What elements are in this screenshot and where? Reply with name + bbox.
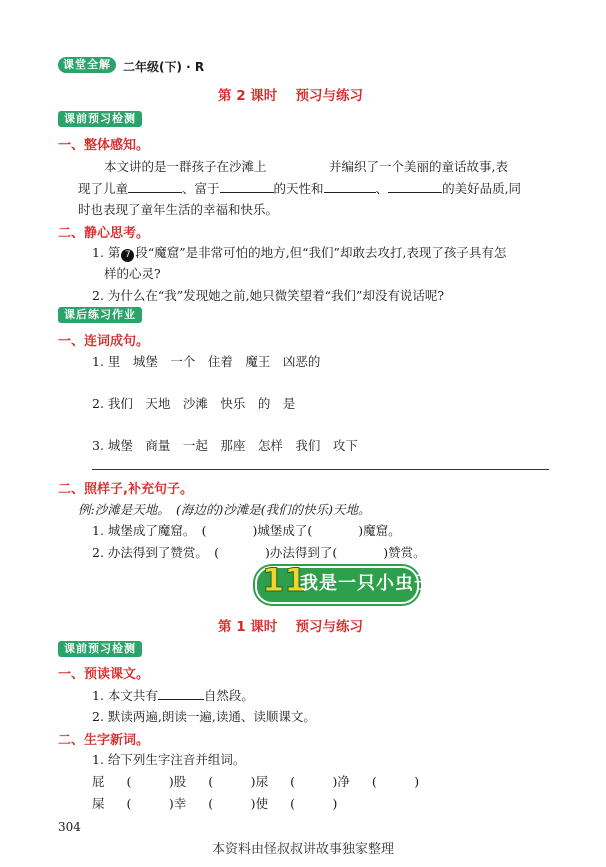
section-heading: 一、预读课文。	[58, 667, 150, 682]
pinyin-paren[interactable]: ( )	[208, 774, 256, 789]
lesson-title: 第 1 课时 预习与练习	[218, 619, 363, 635]
exercise-sentence: 2. 办法得到了赞赏。 ( )办法得到了( )赞赏。	[92, 545, 426, 560]
book-badge: 课堂全解	[58, 57, 116, 73]
character: 屁	[92, 774, 105, 789]
answer-blank[interactable]	[388, 180, 442, 193]
character: 尿	[255, 774, 269, 789]
answer-blank[interactable]	[324, 180, 376, 193]
answer-line[interactable]	[92, 469, 549, 470]
exercise-sentence: 1. 城堡成了魔窟。 ( )城堡成了( )魔窟。	[92, 523, 401, 538]
paragraph-line: 现了儿童 、富于 的天性和 、 的美好品质,同	[78, 181, 522, 196]
word-list: 3. 城堡 商量 一起 那座 怎样 我们 攻下	[92, 438, 358, 453]
section-heading: 二、生字新词。	[58, 733, 150, 748]
unit-number: 11	[262, 561, 307, 599]
answer-blank[interactable]	[158, 687, 204, 700]
page-number: 304	[58, 820, 81, 834]
word-list: 2. 我们 天地 沙滩 快乐 的 是	[92, 396, 296, 411]
pinyin-paren[interactable]: ( )	[290, 796, 338, 811]
after-class-badge: 课后练习作业	[58, 307, 142, 323]
lesson-title: 第 2 课时 预习与练习	[218, 88, 363, 104]
pre-class-badge: 课前预习检测	[58, 111, 142, 127]
character: 净	[337, 774, 350, 789]
question-2: 2. 为什么在“我”发现她之前,她只微笑望着“我们”却没有说话呢?	[92, 288, 445, 303]
example-sentence: 例:沙滩是天地。 (海边的)沙滩是(我们的快乐)天地。	[78, 502, 371, 517]
answer-blank[interactable]	[220, 180, 274, 193]
pinyin-paren[interactable]: ( )	[126, 796, 174, 811]
character: 幸	[173, 796, 187, 811]
paragraph-line: 本文讲的是一群孩子在沙滩上 并编织了一个美丽的童话故事,表	[104, 159, 508, 174]
character-row	[92, 794, 337, 812]
exercise-line: 2. 默读两遍,朗读一遍,读通、读顺课文。	[92, 709, 316, 724]
word-list: 1. 里 城堡 一个 住着 魔王 凶恶的	[92, 354, 321, 369]
character: 股	[173, 774, 187, 789]
pinyin-paren[interactable]: ( )	[290, 774, 338, 789]
character: 使	[255, 796, 269, 811]
section-heading: 一、整体感知。	[58, 138, 150, 153]
section-heading: 二、照样子,补充句子。	[58, 482, 193, 497]
section-heading: 一、连词成句。	[58, 334, 150, 349]
pre-class-badge: 课前预习检测	[58, 641, 142, 657]
character-row	[92, 772, 419, 790]
footer-note: 本资料由怪叔叔讲故事独家整理	[211, 842, 394, 857]
answer-blank[interactable]	[128, 180, 182, 193]
section-heading: 二、静心思考。	[58, 226, 150, 241]
paragraph-line: 时也表现了童年生活的幸福和快乐。	[78, 202, 279, 217]
pinyin-paren[interactable]: ( )	[126, 774, 174, 789]
pinyin-paren[interactable]: ( )	[371, 774, 420, 789]
exercise-line: 1. 给下列生字注音并组词。	[92, 752, 246, 767]
character: 屎	[92, 796, 105, 811]
exercise-line: 1. 本文共有 自然段。	[92, 688, 254, 703]
paragraph-number-badge: 7	[121, 249, 134, 262]
pinyin-paren[interactable]: ( )	[208, 796, 256, 811]
question-1-cont: 样的心灵?	[104, 266, 161, 281]
grade-label: 二年级(下) · R	[123, 60, 205, 74]
question-1: 1. 第 7 段“魔窟”是非常可怕的地方,但“我们”却敢去攻打,表现了孩子具有怎	[92, 245, 507, 260]
unit-title: 我是一只小虫子	[300, 573, 433, 594]
